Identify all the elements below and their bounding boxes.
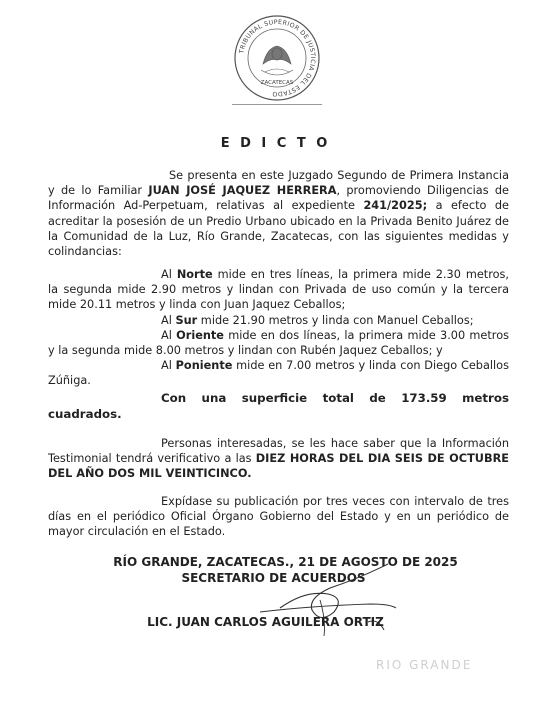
audiencia-fecha: DIEZ HORAS DEL DIA SEIS DE OCTUBRE DEL AÑO DOS MIL VEINTICINCO. [48,452,509,481]
colindancia-poniente: Al Poniente mide en 7.00 metros y linda con Diego Ceballos Zúñiga. [48,359,509,388]
colindancia-sur: Al Sur mide 21.90 metros y linda con Manuel Ceballos; [161,313,474,327]
superficie-total: Con una superficie total de 173.59 metros cuadrados. [48,391,509,421]
court-seal [233,14,321,102]
eagle-emblem-icon [261,46,293,75]
stamp-text: RIO GRANDE [376,658,473,672]
signer-name: LIC. JUAN CARLOS AGUILERA ORTIZ [147,615,384,629]
intro-paragraph: Se presenta en este Juzgado Segundo de Primera Instancia y de lo Familiar JUAN JOSÉ JAQUEZ HERRERA, promoviendo Diligencias de Información Ad-Perpetuam, relativas al expediente 241/2025; a efecto de acreditar la posesión de un Predio Urbano ubicado en la Privada Benito Juárez de la Comunidad de la Luz, Río Grande, Zacatecas, con las siguientes medidas y colindancias: [48,169,510,259]
colindancia-oriente: Al Oriente mide en dos líneas, la primera mide 3.00 metros y la segunda mide 8.00 metros y lindan con Rubén Jaquez Ceballos; y [48,328,509,358]
signer-role: SECRETARIO DE ACUERDOS [181,571,366,585]
promovente-name: JUAN JOSÉ JAQUEZ HERRERA [148,184,337,198]
colindancia-norte: Al Norte mide en tres líneas, la primera mide 2.30 metros, la segunda mide 2.90 metros y lindan con Privada de uso común y la tercera mide 20.11 metros y linda con Juan Jaquez Ceballos; [48,268,510,312]
publicacion-paragraph: Expídase su publicación por tres veces con intervalo de tres días en el periódico Oficial Órgano Gobierno del Estado y en un periódico de mayor circulación en el Estado. [48,495,509,539]
faded-stamp [372,649,492,677]
seal-divider [232,104,322,105]
expediente-number: 241/2025; [363,199,428,213]
seal-city: ZACATECAS [260,80,294,86]
document-title: E D I C T O [220,136,331,151]
colindancias-block [48,267,509,389]
place-date: RÍO GRANDE, ZACATECAS., 21 DE AGOSTO DE 2025 [113,555,458,569]
seal-ring-text: TRIBUNAL SUPERIOR DE JUSTICIA DEL ESTADO [238,18,317,98]
interesadas-paragraph: Personas interesadas, se les hace saber que la Información Testimonial tendrá verificativo a las DIEZ HORAS DEL DIA SEIS DE OCTUBRE DEL AÑO DOS MIL VEINTICINCO. [48,437,509,481]
